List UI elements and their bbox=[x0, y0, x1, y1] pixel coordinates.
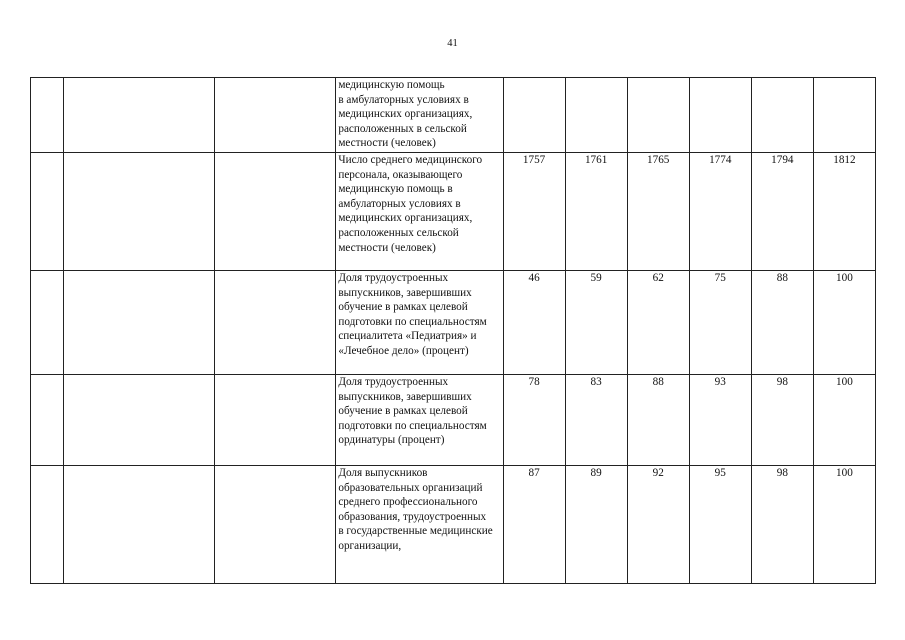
table-row bbox=[31, 271, 876, 375]
value-cell: 98 bbox=[751, 466, 813, 584]
value-cell: 1774 bbox=[689, 153, 751, 271]
empty-cell bbox=[64, 466, 215, 584]
indicators-table bbox=[30, 77, 876, 584]
value-cell: 89 bbox=[565, 466, 627, 584]
empty-cell bbox=[64, 153, 215, 271]
value-cell: 1761 bbox=[565, 153, 627, 271]
empty-cell bbox=[31, 375, 64, 466]
value-cell: 1812 bbox=[813, 153, 875, 271]
value-cell: 100 bbox=[813, 271, 875, 375]
indicator-cell: Доля выпускников образовательных организаций среднего профессионального образования, трудоустроенных в государственные медицинские организации, bbox=[336, 466, 503, 584]
value-cell: 88 bbox=[751, 271, 813, 375]
value-cell: 46 bbox=[503, 271, 565, 375]
empty-cell bbox=[215, 466, 336, 584]
empty-cell bbox=[64, 78, 215, 153]
empty-cell bbox=[215, 271, 336, 375]
table-row bbox=[31, 153, 876, 271]
value-cell: 75 bbox=[689, 271, 751, 375]
value-cell: 93 bbox=[689, 375, 751, 466]
empty-cell bbox=[64, 375, 215, 466]
empty-cell bbox=[31, 153, 64, 271]
value-cell bbox=[627, 78, 689, 153]
value-cell: 92 bbox=[627, 466, 689, 584]
indicator-cell: Число среднего медицинского персонала, оказывающего медицинскую помощь в амбулаторных условиях в медицинских организациях, расположенных сельской местности (человек) bbox=[336, 153, 503, 271]
table-row bbox=[31, 466, 876, 584]
value-cell: 1794 bbox=[751, 153, 813, 271]
empty-cell bbox=[215, 153, 336, 271]
value-cell bbox=[503, 78, 565, 153]
value-cell: 98 bbox=[751, 375, 813, 466]
page-number: 41 bbox=[447, 38, 458, 49]
value-cell: 87 bbox=[503, 466, 565, 584]
value-cell: 1765 bbox=[627, 153, 689, 271]
empty-cell bbox=[31, 466, 64, 584]
table-row bbox=[31, 78, 876, 153]
value-cell: 100 bbox=[813, 375, 875, 466]
empty-cell bbox=[31, 271, 64, 375]
value-cell bbox=[565, 78, 627, 153]
value-cell: 88 bbox=[627, 375, 689, 466]
value-cell: 95 bbox=[689, 466, 751, 584]
value-cell: 78 bbox=[503, 375, 565, 466]
value-cell bbox=[689, 78, 751, 153]
empty-cell bbox=[64, 271, 215, 375]
value-cell bbox=[751, 78, 813, 153]
table-row bbox=[31, 375, 876, 466]
indicator-cell: Доля трудоустроенных выпускников, завершивших обучение в рамках целевой подготовки по специальностям специалитета «Педиатрия» и «Лечебное дело» (процент) bbox=[336, 271, 503, 375]
value-cell bbox=[813, 78, 875, 153]
indicator-cell: медицинскую помощь в амбулаторных условиях в медицинских организациях, расположенных в сельской местности (человек) bbox=[336, 78, 503, 153]
empty-cell bbox=[31, 78, 64, 153]
indicator-cell: Доля трудоустроенных выпускников, завершивших обучение в рамках целевой подготовки по специальностям ординатуры (процент) bbox=[336, 375, 503, 466]
empty-cell bbox=[215, 78, 336, 153]
value-cell: 100 bbox=[813, 466, 875, 584]
value-cell: 1757 bbox=[503, 153, 565, 271]
value-cell: 83 bbox=[565, 375, 627, 466]
value-cell: 62 bbox=[627, 271, 689, 375]
value-cell: 59 bbox=[565, 271, 627, 375]
empty-cell bbox=[215, 375, 336, 466]
